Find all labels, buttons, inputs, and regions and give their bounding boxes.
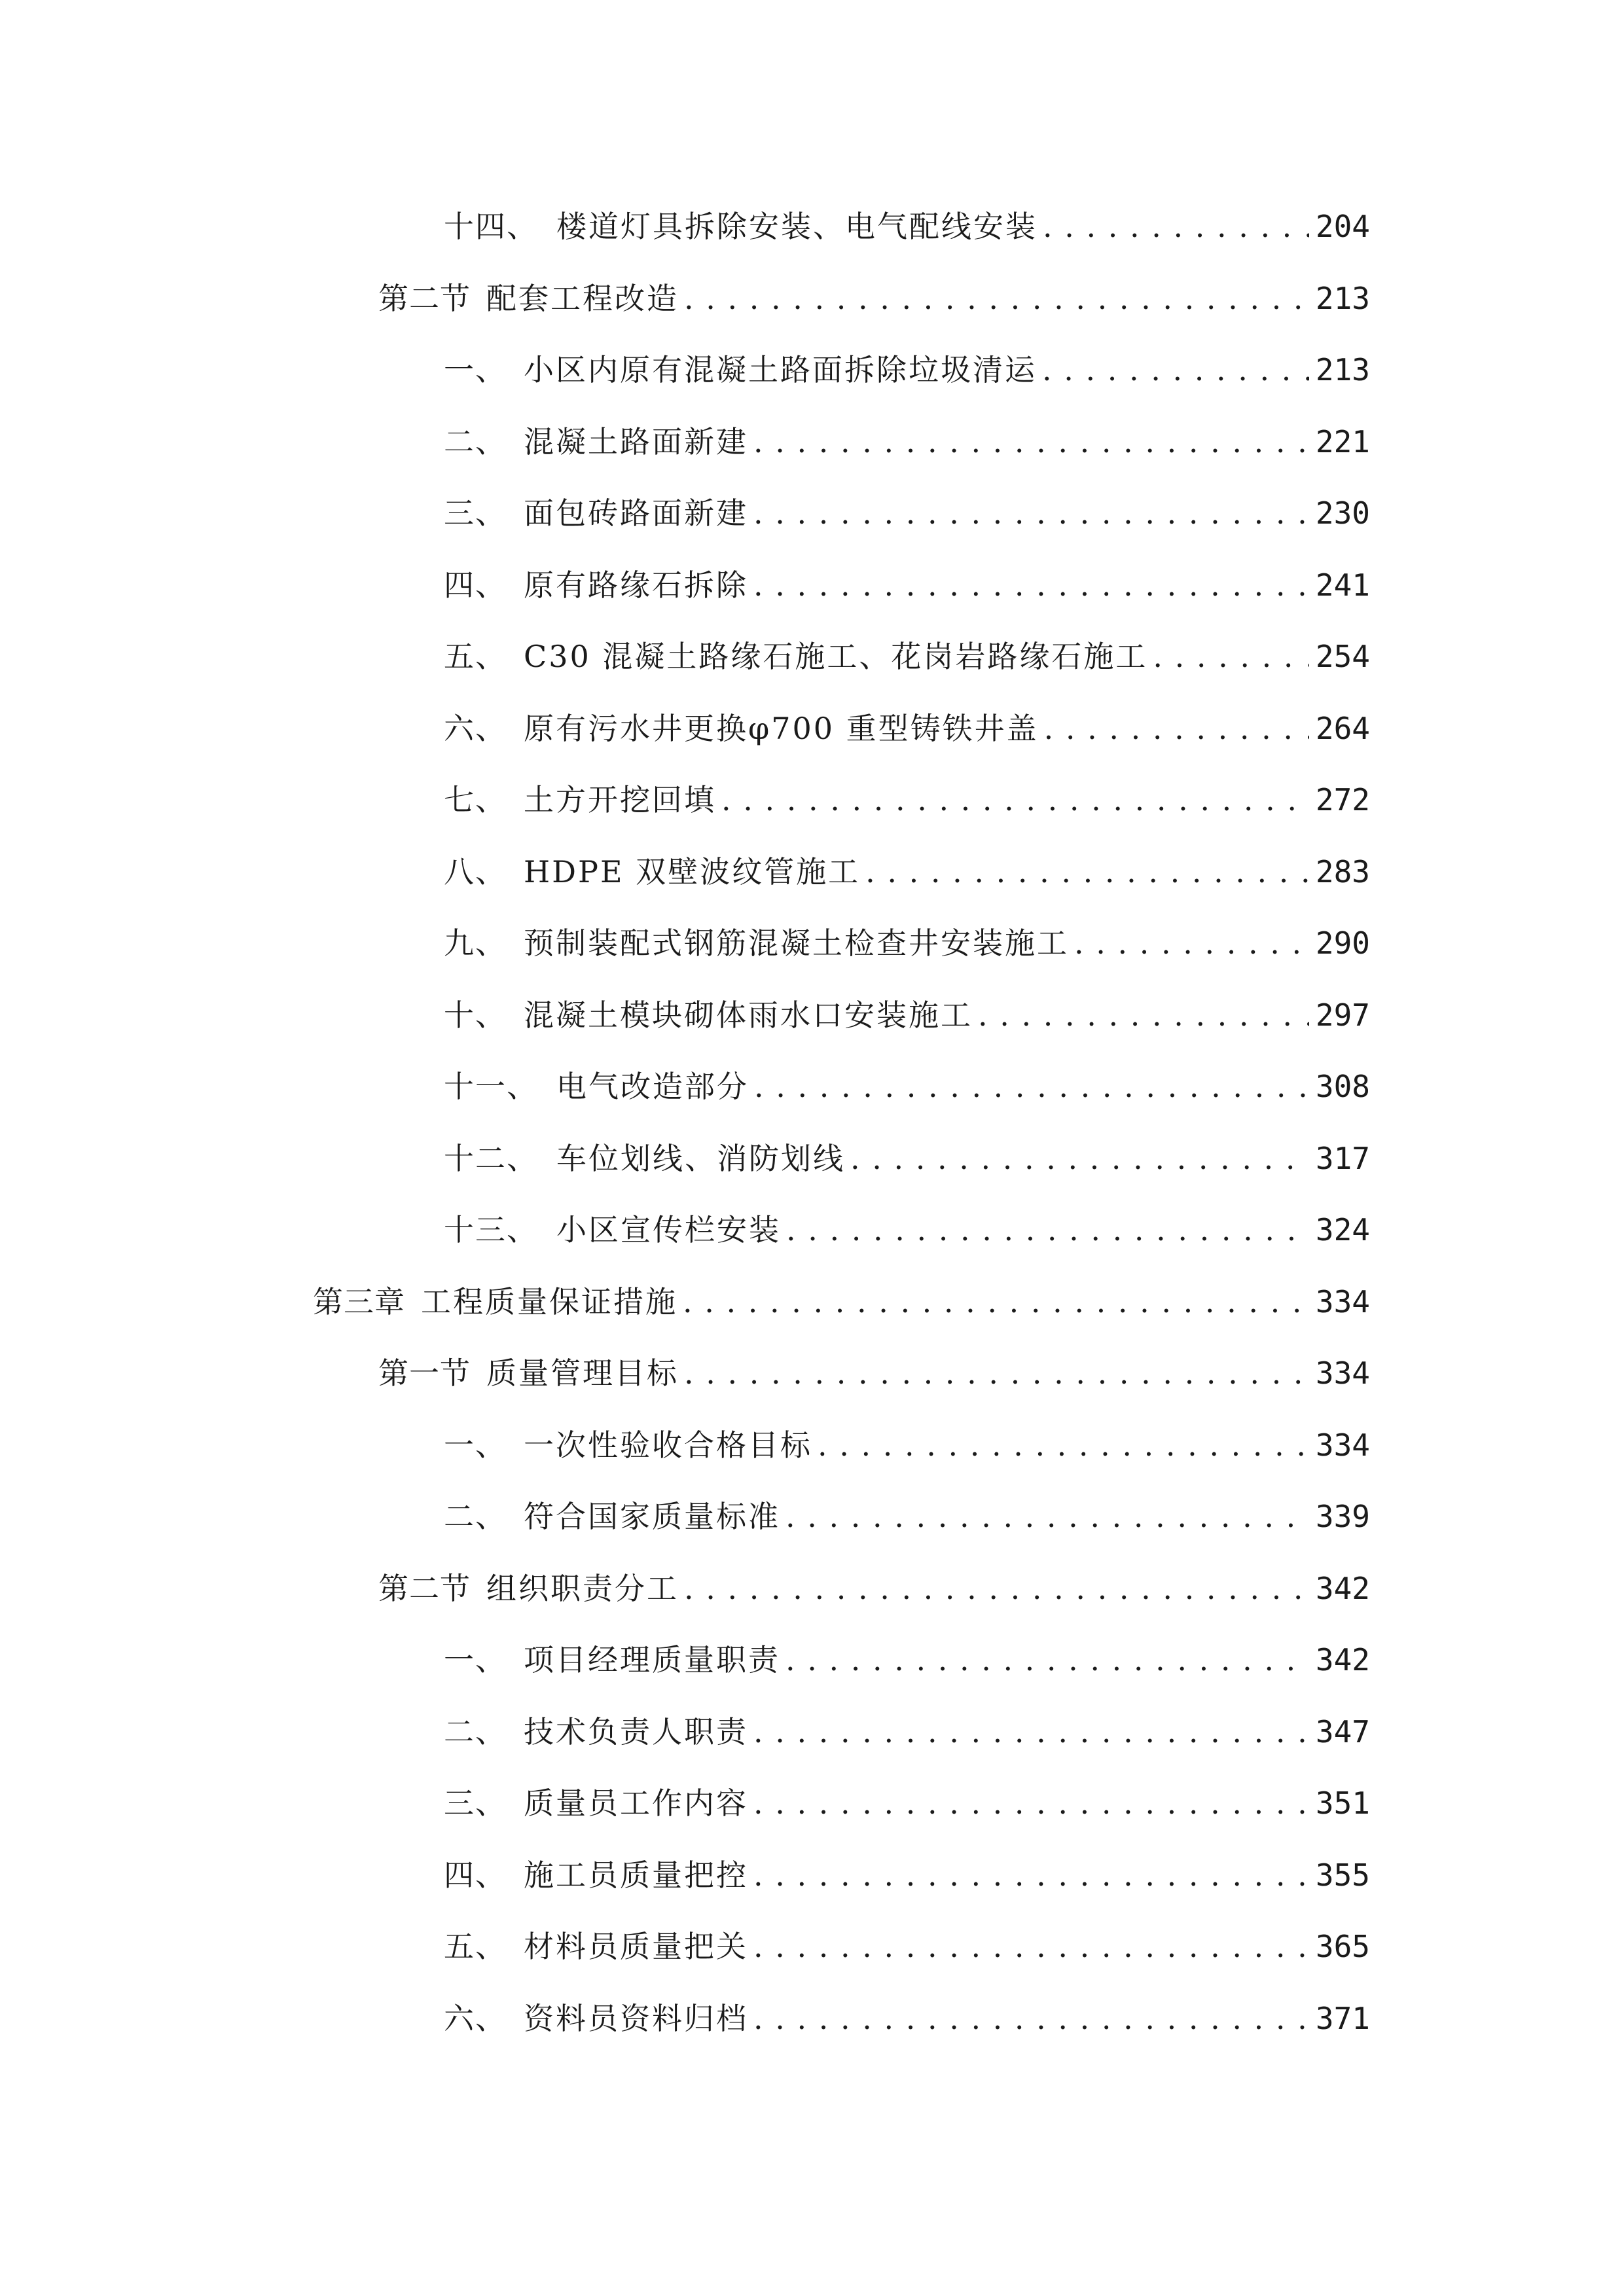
toc-entry-number: 八、 [444,854,507,889]
toc-entry[interactable] [444,982,1370,1035]
toc-dot-leader [753,565,1309,605]
toc-entry-title: C30 混凝土路缘石施工、花岗岩路缘石施工 [524,639,1148,674]
toc-dot-leader [753,422,1309,461]
toc-entry-page-number: 347 [1315,1714,1370,1749]
toc-entry-number: 第二节 [378,1571,471,1606]
toc-entry-title: 预制装配式钢筋混凝土检查井安装施工 [524,925,1069,961]
toc-entry-number: 一、 [444,352,507,387]
toc-entry-number: 十一、 [444,1069,538,1104]
toc-entry-page-number: 334 [1315,1427,1370,1463]
toc-entry-page-number: 365 [1315,1929,1370,1964]
toc-dot-leader [785,1640,1309,1679]
toc-entry[interactable] [444,1986,1370,2038]
toc-entry-number: 一、 [444,1427,507,1463]
toc-entry-number: 二、 [444,1714,507,1749]
toc-entry-number: 十二、 [444,1141,538,1176]
toc-entry-title: 项目经理质量职责 [524,1642,780,1677]
toc-dot-leader [753,1999,1309,2038]
toc-entry-page-number: 213 [1315,352,1370,387]
toc-dot-leader [786,1210,1309,1249]
toc-entry-title: 质量员工作内容 [524,1785,748,1821]
toc-entry-title: 小区宣传栏安装 [556,1212,781,1247]
toc-entry-number: 十四、 [444,209,538,244]
toc-entry[interactable] [444,767,1370,819]
toc-entry-page-number: 308 [1315,1069,1370,1104]
toc-entry-title: 技术负责人职责 [524,1714,748,1749]
toc-dot-leader [1074,924,1309,963]
toc-entry-page-number: 254 [1315,639,1370,674]
toc-entry[interactable] [444,337,1370,389]
toc-entry-page-number: 290 [1315,925,1370,961]
toc-dot-leader [753,493,1309,533]
toc-entry-title: 工程质量保证措施 [421,1284,677,1319]
toc-entry[interactable] [444,1770,1370,1823]
toc-entry-title: 一次性验收合格目标 [524,1427,812,1463]
toc-dot-leader [684,279,1309,318]
toc-entry-title: 车位划线、消防划线 [556,1141,845,1176]
toc-dot-leader [753,1927,1309,1966]
toc-entry-number: 四、 [444,1857,507,1893]
toc-entry-title: 原有污水井更换φ700 重型铸铁井盖 [524,711,1039,746]
toc-entry-title: 施工员质量把控 [524,1857,748,1893]
toc-entry-number: 第二节 [378,281,471,316]
toc-entry[interactable] [444,1699,1370,1751]
toc-entry-title: 小区内原有混凝土路面拆除垃圾清运 [524,352,1037,387]
toc-entry-title: 面包砖路面新建 [524,495,748,531]
toc-entry-page-number: 371 [1315,2001,1370,2036]
toc-entry[interactable] [444,696,1370,748]
toc-entry-page-number: 324 [1315,1212,1370,1247]
toc-entry-title: 组织职责分工 [486,1571,679,1606]
toc-entry-page-number: 355 [1315,1857,1370,1893]
toc-entry[interactable] [313,1269,1370,1321]
toc-entry-page-number: 317 [1315,1141,1370,1176]
toc-entry[interactable] [444,194,1370,246]
toc-entry-title: 资料员资料归档 [524,2001,748,2036]
toc-dot-leader [753,1712,1309,1751]
toc-entry-page-number: 241 [1315,567,1370,603]
toc-entry[interactable] [444,1054,1370,1106]
toc-entry-number: 三、 [444,1785,507,1821]
toc-entry-title: 质量管理目标 [486,1355,679,1391]
toc-entry-title: 混凝土路面新建 [524,424,748,459]
toc-entry[interactable] [444,552,1370,605]
toc-dot-leader [1153,637,1309,676]
toc-entry-title: 电气改造部分 [556,1069,749,1104]
toc-dot-leader [754,1067,1309,1106]
toc-entry-number: 第一节 [378,1355,471,1391]
toc-entry-number: 三、 [444,495,507,531]
toc-dot-leader [1044,709,1309,748]
toc-dot-leader [978,996,1309,1035]
toc-dot-leader [683,1282,1309,1321]
toc-entry-number: 五、 [444,1929,507,1964]
toc-entry[interactable] [378,266,1370,318]
toc-entry-page-number: 334 [1315,1355,1370,1391]
toc-entry-title: 符合国家质量标准 [524,1499,780,1534]
toc-dot-leader [753,1784,1309,1823]
toc-dot-leader [850,1139,1309,1178]
toc-entry[interactable] [444,1914,1370,1966]
toc-entry-page-number: 297 [1315,997,1370,1033]
toc-dot-leader [753,1856,1309,1895]
toc-entry[interactable] [444,409,1370,461]
toc-entry[interactable] [378,1556,1370,1608]
toc-entry-number: 二、 [444,1499,507,1534]
toc-entry[interactable] [444,1842,1370,1895]
toc-entry-page-number: 204 [1315,209,1370,244]
toc-entry[interactable] [444,1412,1370,1465]
toc-entry[interactable] [444,1126,1370,1178]
toc-dot-leader [684,1354,1309,1393]
toc-dot-leader [684,1569,1309,1608]
toc-entry-page-number: 339 [1315,1499,1370,1534]
toc-entry-page-number: 221 [1315,424,1370,459]
toc-entry-number: 五、 [444,639,507,674]
toc-entry-title: 混凝土模块砌体雨水口安装施工 [524,997,973,1033]
toc-entry-title: 材料员质量把关 [524,1929,748,1964]
toc-entry-number: 二、 [444,424,507,459]
toc-entry-number: 一、 [444,1642,507,1677]
toc-entry-number: 四、 [444,567,507,603]
toc-entry-number: 六、 [444,711,507,746]
toc-entry-page-number: 342 [1315,1642,1370,1677]
toc-entry-page-number: 213 [1315,281,1370,316]
toc-entry-number: 九、 [444,925,507,961]
toc-dot-leader [865,852,1309,891]
toc-entry-number: 十三、 [444,1212,538,1247]
toc-entry-title: 配套工程改造 [486,281,679,316]
toc-entry[interactable] [378,1340,1370,1393]
toc-dot-leader [1043,207,1309,246]
toc-entry-page-number: 351 [1315,1785,1370,1821]
toc-entry[interactable] [444,624,1370,676]
toc-dot-leader [721,780,1309,819]
toc-entry-number: 第三章 [313,1284,405,1319]
toc-entry-number: 七、 [444,782,507,817]
toc-entry-number: 六、 [444,2001,507,2036]
toc-entry-title: 原有路缘石拆除 [524,567,748,603]
toc-dot-leader [785,1497,1309,1536]
toc-entry-page-number: 264 [1315,711,1370,746]
toc-entry[interactable] [444,1627,1370,1679]
toc-entry-page-number: 272 [1315,782,1370,817]
toc-entry-title: 楼道灯具拆除安装、电气配线安装 [556,209,1038,244]
toc-dot-leader [818,1426,1309,1465]
toc-entry-number: 十、 [444,997,507,1033]
toc-entry-title: 土方开挖回填 [524,782,716,817]
toc-entry[interactable] [444,480,1370,533]
toc-entry[interactable] [444,839,1370,891]
toc-entry[interactable] [444,1484,1370,1536]
toc-entry-page-number: 342 [1315,1571,1370,1606]
toc-entry-title: HDPE 双壁波纹管施工 [524,854,861,889]
toc-dot-leader [1042,350,1309,389]
toc-entry-page-number: 334 [1315,1284,1370,1319]
toc-entry[interactable] [444,1197,1370,1249]
toc-entry-page-number: 283 [1315,854,1370,889]
toc-entry[interactable] [444,910,1370,963]
toc-entry-page-number: 230 [1315,495,1370,531]
